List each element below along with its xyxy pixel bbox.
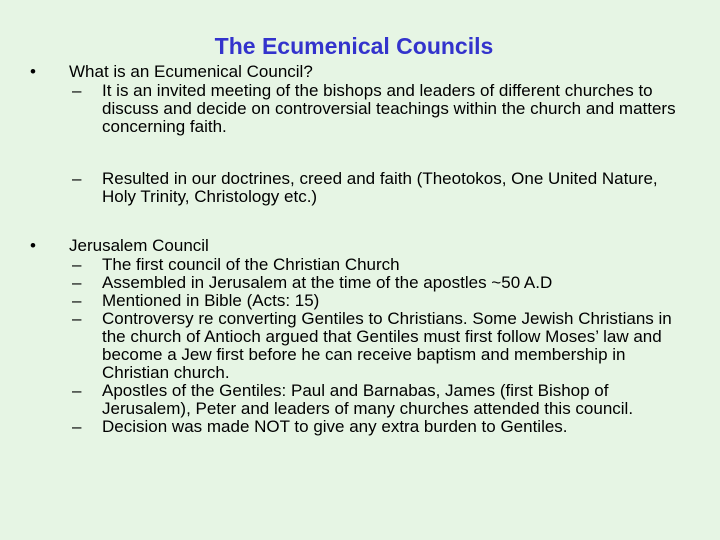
- list-item-text: Decision was made NOT to give any extra burden to Gentiles.: [102, 417, 568, 436]
- dash-icon: –: [72, 417, 82, 436]
- list-item-text: It is an invited meeting of the bishops and leaders of different churches to discuss and decide on controversial teachings within the church and matters concerning faith.: [102, 81, 676, 136]
- dash-icon: –: [72, 273, 82, 292]
- list-item-text: Resulted in our doctrines, creed and faith (Theotokos, One United Nature, Holy Trinity, Christology etc.): [102, 169, 658, 206]
- section-heading: [30, 236, 690, 256]
- dash-icon: –: [72, 309, 82, 328]
- list-item: [30, 274, 690, 292]
- list-item-text: Mentioned in Bible (Acts: 15): [102, 291, 320, 310]
- slide-title: The Ecumenical Councils: [214, 33, 494, 59]
- section-heading-text: What is an Ecumenical Council?: [69, 62, 313, 81]
- section-heading: [30, 62, 690, 82]
- list-item: [30, 82, 690, 136]
- slide-content: [30, 62, 690, 436]
- list-item: [30, 292, 690, 310]
- list-item: [30, 418, 690, 436]
- list-item-text: Assembled in Jerusalem at the time of the apostles ~50 A.D: [102, 273, 553, 292]
- list-item: [30, 256, 690, 274]
- dash-icon: –: [72, 81, 82, 100]
- list-item: [30, 382, 690, 418]
- dash-icon: –: [72, 381, 82, 400]
- bullet-icon: •: [30, 236, 36, 255]
- list-item-text: Apostles of the Gentiles: Paul and Barnabas, James (first Bishop of Jerusalem), Peter and leaders of many churches attended this council.: [102, 381, 634, 418]
- dash-icon: –: [72, 255, 82, 274]
- section-heading-text: Jerusalem Council: [69, 236, 209, 255]
- list-item-text: The first council of the Christian Church: [102, 255, 400, 274]
- dash-icon: –: [72, 291, 82, 310]
- list-item-text: Controversy re converting Gentiles to Christians. Some Jewish Christians in the church of Antioch argued that Gentiles must first follow Moses’ law and become a Jew first before he can receive baptism and membership in Christian church.: [102, 309, 672, 382]
- list-item: [30, 170, 690, 206]
- list-item: [30, 310, 690, 382]
- dash-icon: –: [72, 169, 82, 188]
- bullet-icon: •: [30, 62, 36, 81]
